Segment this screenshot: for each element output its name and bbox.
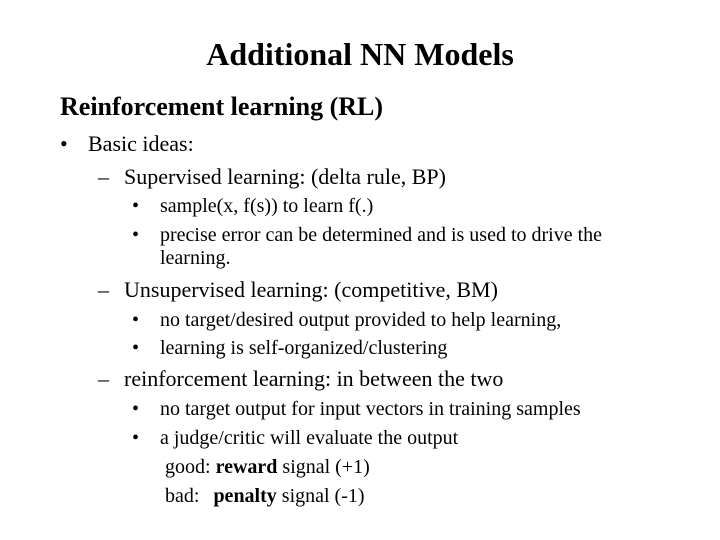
bad-penalty-line [165, 484, 365, 508]
bad-suffix: signal (-1) [281, 485, 365, 507]
unsupervised-item: no target/desired output provided to help learning, [160, 309, 562, 331]
bullet-dot: • [132, 224, 140, 246]
bad-prefix: bad: [165, 485, 200, 507]
slide-title: Additional NN Models [206, 36, 514, 72]
good-suffix: signal (+1) [282, 456, 370, 478]
unsupervised-label: Unsupervised learning: (competitive, BM) [124, 277, 498, 302]
reinforcement-item: no target output for input vectors in training samples [160, 398, 581, 420]
good-prefix: good: [165, 456, 211, 478]
bullet-dot: • [132, 195, 140, 217]
bullet-dot: • [60, 131, 68, 156]
bullet-dot: • [132, 427, 140, 449]
supervised-item-continuation: learning. [160, 247, 231, 269]
bullet-dot: • [132, 309, 140, 331]
good-reward-line [165, 455, 370, 479]
supervised-item: precise error can be determined and is used to drive the [160, 224, 603, 246]
bullet-dash: – [98, 277, 109, 302]
slide-subtitle: Reinforcement learning (RL) [60, 92, 384, 121]
penalty-term: penalty [213, 485, 277, 507]
reward-term: reward [215, 456, 278, 478]
reinforcement-label: reinforcement learning: in between the two [124, 366, 504, 391]
reinforcement-item: a judge/critic will evaluate the output [160, 427, 459, 449]
bullet-dot: • [132, 337, 140, 359]
bullet-dash: – [98, 164, 109, 189]
supervised-label: Supervised learning: (delta rule, BP) [124, 164, 446, 189]
bullet-dot: • [132, 398, 140, 420]
unsupervised-item: learning is self-organized/clustering [160, 337, 448, 359]
bullet-dash: – [98, 366, 109, 391]
basic-ideas-text: Basic ideas: [88, 131, 194, 156]
supervised-item: sample(x, f(s)) to learn f(.) [160, 195, 374, 217]
